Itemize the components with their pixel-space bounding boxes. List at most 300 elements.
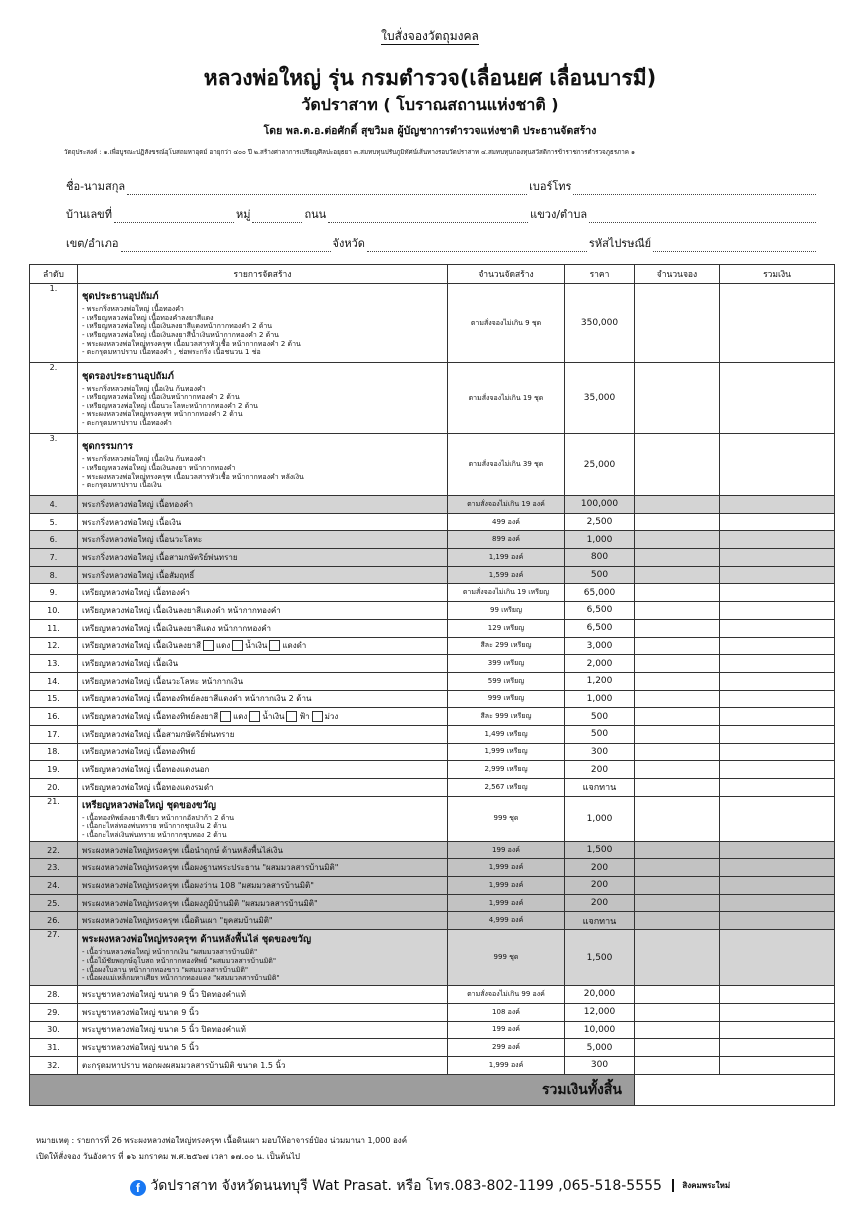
item-price: แจกทาน xyxy=(565,912,635,930)
item-name: ตะกรุดมหาปราบ พอกผงผสมมวลสารบ้านมิติ ขนาด 1.5 นิ้ว xyxy=(78,1056,448,1074)
table-row xyxy=(30,912,835,930)
set-contents xyxy=(78,284,448,363)
set-line: - พระกริ่งหลวงพ่อใหญ่ เนื้อเงิน ก้นทองคำ xyxy=(82,384,206,393)
col-header-reserve: จำนวนจอง xyxy=(635,265,720,284)
set-line: - เหรียญหลวงพ่อใหญ่ เนื้อนวะโลหะหน้ากากทองคำ 2 ด้าน xyxy=(82,401,258,410)
item-name: เหรียญหลวงพ่อใหญ่ เนื้อทองทิพย์ลงยาสีแดงดำ หน้ากากเงิน 2 ด้าน xyxy=(78,690,448,708)
line-sum-cell[interactable] xyxy=(720,566,835,584)
reserve-qty-cell[interactable] xyxy=(635,779,720,797)
reserve-qty-cell[interactable] xyxy=(635,434,720,496)
line-sum-cell[interactable] xyxy=(720,1056,835,1074)
remark-note: หมายเหตุ : รายการที่ 26 พระผงหลวงพ่อใหญ่ทรงครุฑ เนื้อดินเผา มอบให้อาจารย์ป๋อง น่วมมานา 1,000 องค์ xyxy=(36,1136,408,1145)
province-label: จังหวัด xyxy=(332,237,365,250)
item-number: 18. xyxy=(30,743,78,761)
phone-label: เบอร์โทร xyxy=(529,180,572,193)
line-sum-cell[interactable] xyxy=(720,690,835,708)
reserve-qty-cell[interactable] xyxy=(635,566,720,584)
order-table xyxy=(29,264,835,1106)
line-sum-cell[interactable] xyxy=(720,1003,835,1021)
item-name: พระกริ่งหลวงพ่อใหญ่ เนื้อเงิน xyxy=(78,513,448,531)
item-number: 11. xyxy=(30,619,78,637)
line-sum-cell[interactable] xyxy=(720,877,835,895)
item-number: 27. xyxy=(30,930,78,986)
set-title: เหรียญหลวงพ่อใหญ่ ชุดของขวัญ xyxy=(82,799,216,811)
item-name: เหรียญหลวงพ่อใหญ่ เนื้อเงิน xyxy=(78,655,448,673)
moo-label: หมู่ xyxy=(235,208,251,221)
line-sum-cell[interactable] xyxy=(720,584,835,602)
item-name: พระบูชาหลวงพ่อใหญ่ ขนาด 9 นิ้ว ปิดทองคำแท้ xyxy=(78,986,448,1004)
item-quantity: ตามสั่งจองไม่เกิน 19 ชุด xyxy=(448,363,565,434)
table-row xyxy=(30,841,835,859)
item-name: พระผงหลวงพ่อใหญ่ทรงครุฑ เนื้อผงว่าน 108 "ผสมมวลสารบ้านมิติ" xyxy=(78,877,448,895)
set-line: - เนื้อผงใบลาน หน้ากากทองขาว "ผสมมวลสารบ้านมิติ" xyxy=(82,965,249,974)
item-price: 300 xyxy=(565,743,635,761)
item-number: 25. xyxy=(30,894,78,912)
item-name: พระกริ่งหลวงพ่อใหญ่ เนื้อสามกษัตริย์พ่นทราย xyxy=(78,549,448,567)
table-row xyxy=(30,779,835,797)
set-contents xyxy=(78,363,448,434)
item-price: 6,500 xyxy=(565,602,635,620)
item-quantity: 2,999 เหรียญ xyxy=(448,761,565,779)
reserve-qty-cell[interactable] xyxy=(635,637,720,655)
item-price: 200 xyxy=(565,761,635,779)
table-row xyxy=(30,619,835,637)
item-quantity: ตามสั่งจองไม่เกิน 39 ชุด xyxy=(448,434,565,496)
item-quantity: 1,499 เหรียญ xyxy=(448,725,565,743)
item-price: แจกทาน xyxy=(565,779,635,797)
reserve-qty-cell[interactable] xyxy=(635,986,720,1004)
table-row xyxy=(30,1003,835,1021)
item-price: 1,500 xyxy=(565,841,635,859)
line-sum-cell[interactable] xyxy=(720,779,835,797)
set-line: - พระกริ่งหลวงพ่อใหญ่ เนื้อทองคำ xyxy=(82,305,184,314)
reserve-qty-cell[interactable] xyxy=(635,549,720,567)
table-row xyxy=(30,655,835,673)
item-number: 7. xyxy=(30,549,78,567)
item-number: 9. xyxy=(30,584,78,602)
item-number: 19. xyxy=(30,761,78,779)
item-quantity: 108 องค์ xyxy=(448,1003,565,1021)
table-row xyxy=(30,690,835,708)
page-title: หลวงพ่อใหญ่ รุ่น กรมตำรวจ(เลื่อนยศ เลื่อนบารมี) xyxy=(203,66,657,90)
facebook-icon[interactable]: f xyxy=(130,1180,146,1196)
item-number: 13. xyxy=(30,655,78,673)
table-row xyxy=(30,496,835,514)
reserve-qty-cell[interactable] xyxy=(635,690,720,708)
set-line: - พระกริ่งหลวงพ่อใหญ่ เนื้อเงิน ก้นทองคำ xyxy=(82,455,206,464)
table-row xyxy=(30,796,835,841)
temple-subtitle: วัดปราสาท ( โบราณสถานแห่งชาติ ) xyxy=(301,95,559,114)
item-name: พระกริ่งหลวงพ่อใหญ่ เนื้อสัมฤทธิ์ xyxy=(78,566,448,584)
set-contents xyxy=(78,930,448,986)
set-line: - เหรียญหลวงพ่อใหญ่ เนื้อเงินลงยาสีแดงหน้ากากทองคำ 2 ด้าน xyxy=(82,322,273,331)
item-quantity: 899 องค์ xyxy=(448,531,565,549)
reserve-qty-cell[interactable] xyxy=(635,877,720,895)
line-sum-cell[interactable] xyxy=(720,363,835,434)
item-quantity: สีละ 999 เหรียญ xyxy=(448,708,565,726)
subdistrict-label: แขวง/ตำบล xyxy=(530,208,588,221)
line-sum-cell[interactable] xyxy=(720,841,835,859)
item-quantity: 599 เหรียญ xyxy=(448,672,565,690)
item-price: 100,000 xyxy=(565,496,635,514)
item-quantity: 399 เหรียญ xyxy=(448,655,565,673)
line-sum-cell[interactable] xyxy=(720,655,835,673)
set-line: - พระผงหลวงพ่อใหญ่ทรงครุฑ เนื้อมวลสารหัวเชื้อ หน้ากากทองคำ 2 ด้าน xyxy=(82,339,301,348)
open-date-note: เปิดให้สั่งจอง วันอังคาร ที่ ๑๖ มกราคม พ.ศ.๒๕๖๗ เวลา ๑๗.๐๐ น. เป็นต้นไป xyxy=(36,1152,300,1161)
item-quantity: สีละ 299 เหรียญ xyxy=(448,637,565,655)
road-field[interactable] xyxy=(328,212,528,223)
phone-field[interactable] xyxy=(573,184,816,195)
item-quantity: 999 เหรียญ xyxy=(448,690,565,708)
table-row xyxy=(30,725,835,743)
table-row xyxy=(30,708,835,726)
set-line: - พระผงหลวงพ่อใหญ่ทรงครุฑ เนื้อมวลสารหัวเชื้อ หน้ากากทองคำ หลังเงิน xyxy=(82,472,304,481)
item-quantity: 1,199 องค์ xyxy=(448,549,565,567)
item-price: 200 xyxy=(565,877,635,895)
item-price: 2,500 xyxy=(565,513,635,531)
item-price: 35,000 xyxy=(565,363,635,434)
house-field[interactable] xyxy=(114,212,234,223)
item-price: 10,000 xyxy=(565,1021,635,1039)
set-line: - เนื้อกะไหล่ทองพ่นทราย หน้ากากชุบเงิน 2 ด้าน xyxy=(82,822,227,831)
item-quantity: 999 ชุด xyxy=(448,930,565,986)
item-quantity: 1,999 องค์ xyxy=(448,894,565,912)
color-option-label: ฟ้า xyxy=(299,712,310,722)
footer-logo: สิงคมพระใหม่ xyxy=(672,1179,730,1192)
item-number: 29. xyxy=(30,1003,78,1021)
grand-total-label: รวมเงินทั้งสิ้น xyxy=(30,1074,635,1105)
line-sum-cell[interactable] xyxy=(720,619,835,637)
item-name: เหรียญหลวงพ่อใหญ่ เนื้อนวะโลหะ หน้ากากเงิน xyxy=(78,672,448,690)
item-quantity: 99 เหรียญ xyxy=(448,602,565,620)
table-row xyxy=(30,584,835,602)
item-price: 5,000 xyxy=(565,1039,635,1057)
table-row xyxy=(30,637,835,655)
set-line: - เหรียญหลวงพ่อใหญ่ เนื้อเงินลงยาสีน้ำเงินหน้ากากทองคำ 2 ด้าน xyxy=(82,331,279,339)
set-line: - ตะกรุดมหาปราบ เนื้อเงิน xyxy=(82,481,162,490)
reserve-qty-cell[interactable] xyxy=(635,796,720,841)
table-row xyxy=(30,566,835,584)
item-number: 20. xyxy=(30,779,78,797)
reserve-qty-cell[interactable] xyxy=(635,584,720,602)
item-quantity: 4,999 องค์ xyxy=(448,912,565,930)
set-line: - พระผงหลวงพ่อใหญ่ทรงครุฑ หน้ากากทองคำ 2 ด้าน xyxy=(82,410,243,419)
item-price: 6,500 xyxy=(565,619,635,637)
reserve-qty-cell[interactable] xyxy=(635,1039,720,1057)
line-sum-cell[interactable] xyxy=(720,637,835,655)
district-label: เขต/อำเภอ xyxy=(66,237,119,250)
road-label: ถนน xyxy=(304,208,327,221)
set-line: - เนื้อไม้ชัยพฤกษ์อุโบสถ หน้ากากทองทิพย์ "ผสมมวลสารบ้านมิติ" xyxy=(82,957,277,966)
item-price: 65,000 xyxy=(565,584,635,602)
line-sum-cell[interactable] xyxy=(720,284,835,363)
reserve-qty-cell[interactable] xyxy=(635,894,720,912)
set-title: ชุดกรรมการ xyxy=(82,441,134,453)
item-name: พระบูชาหลวงพ่อใหญ่ ขนาด 5 นิ้ว xyxy=(78,1039,448,1057)
line-sum-cell[interactable] xyxy=(720,708,835,726)
reserve-qty-cell[interactable] xyxy=(635,1056,720,1074)
item-price: 1,000 xyxy=(565,531,635,549)
color-option-label: แดง xyxy=(233,712,248,722)
item-price: 3,000 xyxy=(565,637,635,655)
line-sum-cell[interactable] xyxy=(720,602,835,620)
reserve-qty-cell[interactable] xyxy=(635,363,720,434)
table-row xyxy=(30,859,835,877)
moo-field[interactable] xyxy=(252,212,302,223)
item-price: 200 xyxy=(565,859,635,877)
item-quantity: 1,999 องค์ xyxy=(448,877,565,895)
item-number: 14. xyxy=(30,672,78,690)
set-line: - ตะกรุดมหาปราบ เนื้อทองคำ xyxy=(82,418,172,427)
col-header-no: ลำดับ xyxy=(30,265,78,284)
line-sum-cell[interactable] xyxy=(720,1039,835,1057)
color-option-label: ม่วง xyxy=(324,712,339,722)
item-number: 5. xyxy=(30,513,78,531)
table-row xyxy=(30,434,835,496)
color-checkbox[interactable] xyxy=(232,640,243,651)
item-quantity: 499 องค์ xyxy=(448,513,565,531)
set-line: - เนื้อกะไหล่เงินพ่นทราย หน้ากากชุบทอง 2 ด้าน xyxy=(82,830,227,839)
line-sum-cell[interactable] xyxy=(720,725,835,743)
line-sum-cell[interactable] xyxy=(720,930,835,986)
color-option-label: น้ำเงิน xyxy=(262,712,285,722)
item-name: เหรียญหลวงพ่อใหญ่ เนื้อทองทิพย์ xyxy=(78,743,448,761)
item-name: เหรียญหลวงพ่อใหญ่ เนื้อเงินลงยาสีแดงดำ หน้ากากทองคำ xyxy=(78,602,448,620)
item-name: เหรียญหลวงพ่อใหญ่ เนื้อทองทิพย์ลงยาสี xyxy=(82,712,219,722)
item-price: 500 xyxy=(565,708,635,726)
reserve-qty-cell[interactable] xyxy=(635,672,720,690)
item-price: 2,000 xyxy=(565,655,635,673)
reserve-qty-cell[interactable] xyxy=(635,708,720,726)
table-row xyxy=(30,877,835,895)
item-name: พระผงหลวงพ่อใหญ่ทรงครุฑ เนื้อผงภูมิบ้านมิติ "ผสมมวลสารบ้านมิติ" xyxy=(78,894,448,912)
item-price: 1,000 xyxy=(565,690,635,708)
item-number: 16. xyxy=(30,708,78,726)
table-row xyxy=(30,894,835,912)
item-price: 300 xyxy=(565,1056,635,1074)
reserve-qty-cell[interactable] xyxy=(635,602,720,620)
reserve-qty-cell[interactable] xyxy=(635,1021,720,1039)
set-title: ชุดประธานอุปถัมภ์ xyxy=(82,291,159,303)
table-row xyxy=(30,672,835,690)
item-number: 17. xyxy=(30,725,78,743)
item-price: 1,200 xyxy=(565,672,635,690)
reserve-qty-cell[interactable] xyxy=(635,912,720,930)
item-quantity: 299 องค์ xyxy=(448,1039,565,1057)
item-number: 31. xyxy=(30,1039,78,1057)
reserve-qty-cell[interactable] xyxy=(635,513,720,531)
line-sum-cell[interactable] xyxy=(720,672,835,690)
item-quantity: 1,999 เหรียญ xyxy=(448,743,565,761)
item-number: 12. xyxy=(30,637,78,655)
form-row-district xyxy=(66,234,818,252)
table-row xyxy=(30,986,835,1004)
table-row xyxy=(30,930,835,986)
item-price: 25,000 xyxy=(565,434,635,496)
item-name: พระผงหลวงพ่อใหญ่ทรงครุฑ เนื้อนำฤกษ์ ด้านหลังพื้นไล่เงิน xyxy=(78,841,448,859)
item-number: 24. xyxy=(30,877,78,895)
table-row xyxy=(30,1039,835,1057)
item-number: 15. xyxy=(30,690,78,708)
form-row-name xyxy=(66,177,818,195)
item-number: 4. xyxy=(30,496,78,514)
line-sum-cell[interactable] xyxy=(720,796,835,841)
col-header-price: ราคา xyxy=(565,265,635,284)
color-option-label: แดงดำ xyxy=(282,641,307,651)
set-line: - เหรียญหลวงพ่อใหญ่ เนื้อเงินหน้ากากทองคำ 2 ด้าน xyxy=(82,393,240,402)
item-number: 30. xyxy=(30,1021,78,1039)
reserve-qty-cell[interactable] xyxy=(635,496,720,514)
item-name: เหรียญหลวงพ่อใหญ่ เนื้อทองคำ xyxy=(78,584,448,602)
footer-contact: วัดปราสาท จังหวัดนนทบุรี Wat Prasat. หรือ โทร.083-802-1199 ,065-518-5555 xyxy=(150,1178,662,1194)
table-row xyxy=(30,363,835,434)
table-row xyxy=(30,513,835,531)
table-row xyxy=(30,1021,835,1039)
set-contents xyxy=(78,796,448,841)
line-sum-cell[interactable] xyxy=(720,912,835,930)
reserve-qty-cell[interactable] xyxy=(635,1003,720,1021)
reserve-qty-cell[interactable] xyxy=(635,761,720,779)
reserve-qty-cell[interactable] xyxy=(635,743,720,761)
color-checkbox[interactable] xyxy=(203,640,214,651)
item-name: พระกริ่งหลวงพ่อใหญ่ เนื้อทองคำ xyxy=(78,496,448,514)
color-checkbox[interactable] xyxy=(220,711,231,722)
reserve-qty-cell[interactable] xyxy=(635,859,720,877)
color-checkbox[interactable] xyxy=(286,711,297,722)
reserve-qty-cell[interactable] xyxy=(635,619,720,637)
line-sum-cell[interactable] xyxy=(720,859,835,877)
item-number: 22. xyxy=(30,841,78,859)
line-sum-cell[interactable] xyxy=(720,761,835,779)
col-header-quantity: จำนวนจัดสร้าง xyxy=(448,265,565,284)
table-row xyxy=(30,531,835,549)
item-price: 500 xyxy=(565,566,635,584)
reserve-qty-cell[interactable] xyxy=(635,725,720,743)
set-line: - เหรียญหลวงพ่อใหญ่ เนื้อทองคำลงยาสีแดง xyxy=(82,313,214,322)
color-option-label: แดง xyxy=(216,641,231,651)
reserve-qty-cell[interactable] xyxy=(635,284,720,363)
item-name: เหรียญหลวงพ่อใหญ่ เนื้อเงินลงยาสี xyxy=(82,641,201,651)
line-sum-cell[interactable] xyxy=(720,986,835,1004)
set-line: - ตะกรุดมหาปราบ เนื้อทองคำ , ช่อพระกริ่ง เนื้อชนวน 1 ช่อ xyxy=(82,348,261,357)
table-row xyxy=(30,284,835,363)
set-title: ชุดรองประธานอุปถัมภ์ xyxy=(82,370,174,382)
objectives-text: วัตถุประสงค์ : ๑.เพื่อบูรณะปฏิสังขรณ์อุโบสถมหาอุตม์ อายุกว่า ๔๐๐ ปี ๒.สร้างศาลาการเปรียญศิลปะอยุธยา ๓.สมทบทุนปรับภูมิทัศน์เส้นทางรอบวัดปราสาท ๔.สมทบทุนกองทุนสวัสดิการข้าราชการตำรวจภูธรภาค ๑ xyxy=(64,149,635,156)
item-name-cell xyxy=(78,708,448,726)
item-name: พระผงหลวงพ่อใหญ่ทรงครุฑ เนื้อดินเผา "ยุคสมบ้านมิติ" xyxy=(78,912,448,930)
postcode-field[interactable] xyxy=(653,241,816,252)
color-checkbox[interactable] xyxy=(312,711,323,722)
item-quantity: ตามสั่งจองไม่เกิน 99 องค์ xyxy=(448,986,565,1004)
set-line: - เนื้อว่านหลวงพ่อใหญ่ หน้ากากเงิน "ผสมมวลสารบ้านมิติ" xyxy=(82,948,258,957)
district-field[interactable] xyxy=(121,241,331,252)
item-quantity: ตามสั่งจองไม่เกิน 9 ชุด xyxy=(448,284,565,363)
item-name: เหรียญหลวงพ่อใหญ่ เนื้อเงินลงยาสีแดง หน้ากากทองคำ xyxy=(78,619,448,637)
line-sum-cell[interactable] xyxy=(720,434,835,496)
item-name: เหรียญหลวงพ่อใหญ่ เนื้อทองแดงนอก xyxy=(78,761,448,779)
set-line: - เหรียญหลวงพ่อใหญ่ เนื้อเงินลงยา หน้ากากทองคำ xyxy=(82,463,236,472)
table-row xyxy=(30,761,835,779)
table-header xyxy=(30,265,835,284)
line-sum-cell[interactable] xyxy=(720,513,835,531)
item-price: 200 xyxy=(565,894,635,912)
item-price: 1,000 xyxy=(565,796,635,841)
item-price: 800 xyxy=(565,549,635,567)
col-header-sum: รวมเงิน xyxy=(720,265,835,284)
item-quantity: 199 องค์ xyxy=(448,1021,565,1039)
set-title: พระผงหลวงพ่อใหญ่ทรงครุฑ ด้านหลังพื้นไล่ ชุดของขวัญ xyxy=(82,934,312,946)
item-number: 6. xyxy=(30,531,78,549)
item-quantity: 1,599 องค์ xyxy=(448,566,565,584)
item-price: 20,000 xyxy=(565,986,635,1004)
item-quantity: ตามสั่งจองไม่เกิน 19 เหรียญ xyxy=(448,584,565,602)
item-price: 500 xyxy=(565,725,635,743)
item-number: 28. xyxy=(30,986,78,1004)
item-name: พระกริ่งหลวงพ่อใหญ่ เนื้อนวะโลหะ xyxy=(78,531,448,549)
item-quantity: 2,567 เหรียญ xyxy=(448,779,565,797)
postcode-label: รหัสไปรษณีย์ xyxy=(588,237,652,250)
color-option-label: น้ำเงิน xyxy=(245,641,268,651)
grand-total-value[interactable] xyxy=(635,1074,835,1105)
order-form-label: ใบสั่งจองวัตถุมงคล xyxy=(381,29,479,43)
line-sum-cell[interactable] xyxy=(720,549,835,567)
item-number: 21. xyxy=(30,796,78,841)
item-quantity: 129 เหรียญ xyxy=(448,619,565,637)
item-quantity: ตามสั่งจองไม่เกิน 19 องค์ xyxy=(448,496,565,514)
item-quantity: 199 องค์ xyxy=(448,841,565,859)
item-price: 350,000 xyxy=(565,284,635,363)
item-number: 3. xyxy=(30,434,78,496)
color-checkbox[interactable] xyxy=(249,711,260,722)
set-line: - เนื้อทองทิพย์ลงยาสีเขียว หน้ากากอัลปาก้า 2 ด้าน xyxy=(82,813,235,822)
subdistrict-field[interactable] xyxy=(589,212,816,223)
item-quantity: 1,999 องค์ xyxy=(448,1056,565,1074)
table-row xyxy=(30,602,835,620)
name-field[interactable] xyxy=(127,184,527,195)
reserve-qty-cell[interactable] xyxy=(635,531,720,549)
line-sum-cell[interactable] xyxy=(720,894,835,912)
name-label: ชื่อ-นามสกุล xyxy=(66,180,126,193)
province-field[interactable] xyxy=(367,241,587,252)
item-name: พระผงหลวงพ่อใหญ่ทรงครุฑ เนื้อผงฐานพระประธาน "ผสมมวลสารบ้านมิติ" xyxy=(78,859,448,877)
item-name: เหรียญหลวงพ่อใหญ่ เนื้อทองแดงรมดำ xyxy=(78,779,448,797)
item-number: 2. xyxy=(30,363,78,434)
item-number: 26. xyxy=(30,912,78,930)
table-row xyxy=(30,549,835,567)
item-name-cell xyxy=(78,637,448,655)
line-sum-cell[interactable] xyxy=(720,743,835,761)
line-sum-cell[interactable] xyxy=(720,496,835,514)
set-line: - เนื้อผงแม่เหล็กมหาเศียร หน้ากากทองแดง "ผสมมวลสารบ้านมิติ" xyxy=(82,974,280,983)
reserve-qty-cell[interactable] xyxy=(635,930,720,986)
item-number: 23. xyxy=(30,859,78,877)
footer xyxy=(0,1175,860,1197)
reserve-qty-cell[interactable] xyxy=(635,655,720,673)
item-price: 1,500 xyxy=(565,930,635,986)
table-row xyxy=(30,743,835,761)
item-number: 10. xyxy=(30,602,78,620)
item-number: 8. xyxy=(30,566,78,584)
reserve-qty-cell[interactable] xyxy=(635,841,720,859)
color-checkbox[interactable] xyxy=(269,640,280,651)
line-sum-cell[interactable] xyxy=(720,1021,835,1039)
table-row xyxy=(30,1056,835,1074)
item-number: 1. xyxy=(30,284,78,363)
chairman-byline: โดย พล.ต.อ.ต่อศักดิ์ สุขวิมล ผู้บัญชาการตำรวจแห่งชาติ ประธานจัดสร้าง xyxy=(263,125,597,137)
line-sum-cell[interactable] xyxy=(720,531,835,549)
house-label: บ้านเลขที่ xyxy=(66,208,112,221)
item-number: 32. xyxy=(30,1056,78,1074)
